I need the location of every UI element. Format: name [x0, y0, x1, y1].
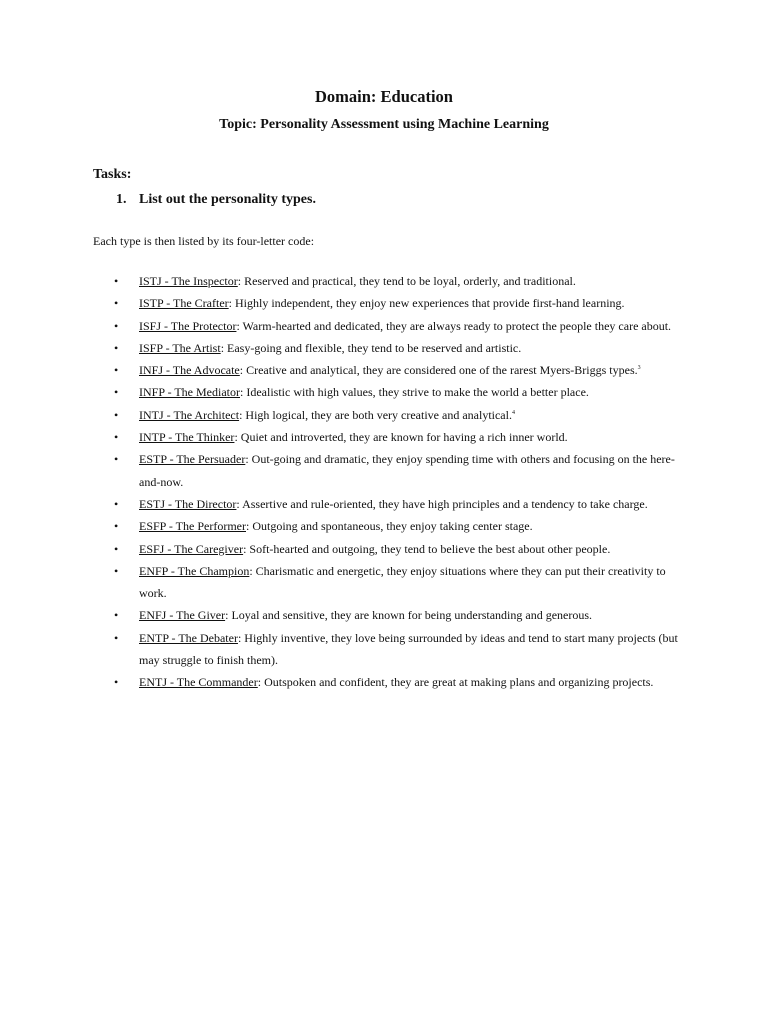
type-name: ISTP - The Crafter: [139, 296, 229, 311]
type-name: ENFJ - The Giver: [139, 608, 226, 623]
type-description: : Reserved and practical, they tend to be loyal, orderly, and traditional.: [237, 274, 576, 288]
list-item: [112, 337, 682, 359]
bullet-icon: •: [114, 563, 119, 578]
type-description: : Loyal and sensitive, they are known for being understanding and generous.: [225, 608, 593, 623]
list-item: [112, 627, 682, 672]
task-number: 1.: [116, 192, 127, 207]
type-description: : Easy-going and flexible, they tend to be reserved and artistic.: [220, 340, 522, 355]
list-item: [112, 381, 682, 403]
bullet-icon: •: [114, 496, 119, 511]
list-item: [112, 515, 682, 537]
bullet-icon: •: [114, 452, 119, 467]
type-description: : Outspoken and confident, they are great at making plans and organizing projects.: [257, 675, 654, 690]
type-description: : Creative and analytical, they are considered one of the rarest Myers-Briggs types.: [239, 363, 638, 378]
type-description: : Highly independent, they enjoy new experiences that provide first-hand learning.: [228, 296, 625, 311]
footnote-marker: 3: [637, 365, 641, 372]
type-description: : Out-going and dramatic, they enjoy spending time with others and focusing on the here-and-now.: [139, 452, 675, 489]
bullet-icon: •: [114, 430, 119, 445]
document-subtitle: Topic: Personality Assessment using Machine Learning: [219, 117, 549, 132]
bullet-icon: •: [114, 407, 119, 422]
task-item: [116, 192, 316, 208]
type-name: INFJ - The Advocate: [139, 363, 240, 378]
task-text: List out the personality types.: [139, 192, 316, 207]
type-description: : Charismatic and energetic, they enjoy situations where they can put their creativity to work.: [139, 563, 666, 601]
list-item: [112, 538, 682, 560]
footnote-marker: 4: [511, 409, 515, 416]
bullet-icon: •: [114, 274, 119, 288]
bullet-icon: •: [114, 630, 119, 645]
list-item: [112, 426, 682, 448]
type-name: ESTP - The Persuader: [139, 452, 246, 467]
type-description: : Outgoing and spontaneous, they enjoy taking center stage.: [246, 519, 533, 534]
list-item: [112, 292, 682, 314]
type-description: : Idealistic with high values, they strive to make the world a better place.: [240, 385, 589, 400]
list-item: [112, 359, 682, 381]
type-name: INTP - The Thinker: [139, 430, 235, 445]
list-item: [112, 560, 682, 605]
list-item: [112, 404, 682, 426]
type-name: INTJ - The Architect: [139, 407, 240, 422]
document-title: Domain: Education: [315, 87, 453, 106]
bullet-icon: •: [114, 363, 119, 378]
bullet-icon: •: [114, 608, 119, 623]
type-name: ESTJ - The Director: [139, 496, 237, 511]
bullet-icon: •: [114, 385, 119, 400]
type-name: ENTJ - The Commander: [139, 675, 258, 690]
type-name: ISTJ - The Inspector: [139, 274, 238, 288]
type-description: : Assertive and rule-oriented, they have high principles and a tendency to take charge.: [236, 496, 648, 511]
list-item: [112, 448, 682, 493]
type-description: : Warm-hearted and dedicated, they are always ready to protect the people they care about.: [236, 318, 672, 333]
type-name: ESFJ - The Caregiver: [139, 541, 244, 556]
bullet-icon: •: [114, 541, 119, 556]
tasks-heading: Tasks:: [93, 167, 132, 182]
type-description: : Quiet and introverted, they are known for having a rich inner world.: [234, 430, 568, 445]
intro-text: Each type is then listed by its four-letter code:: [93, 234, 315, 248]
bullet-icon: •: [114, 340, 119, 355]
type-name: INFP - The Mediator: [139, 385, 240, 400]
type-description: : Soft-hearted and outgoing, they tend to believe the best about other people.: [243, 541, 611, 556]
personality-type-list: [112, 270, 682, 694]
type-name: ENTP - The Debater: [139, 630, 238, 645]
type-name: ISFP - The Artist: [139, 340, 221, 355]
list-item: [112, 315, 682, 337]
list-item: [112, 671, 682, 693]
type-description: : High logical, they are both very creative and analytical.: [239, 407, 512, 422]
type-description: : Highly inventive, they love being surrounded by ideas and tend to start many projects (but may struggle to finish them).: [139, 630, 678, 668]
list-item: [112, 604, 682, 626]
bullet-icon: •: [114, 519, 119, 534]
type-name: ENFP - The Champion: [139, 563, 250, 578]
bullet-icon: •: [114, 675, 119, 690]
list-item: [112, 493, 682, 515]
bullet-icon: •: [114, 318, 119, 333]
type-name: ESFP - The Performer: [139, 519, 246, 534]
type-name: ISFJ - The Protector: [139, 318, 237, 333]
bullet-icon: •: [114, 296, 119, 311]
list-item: [112, 270, 682, 292]
